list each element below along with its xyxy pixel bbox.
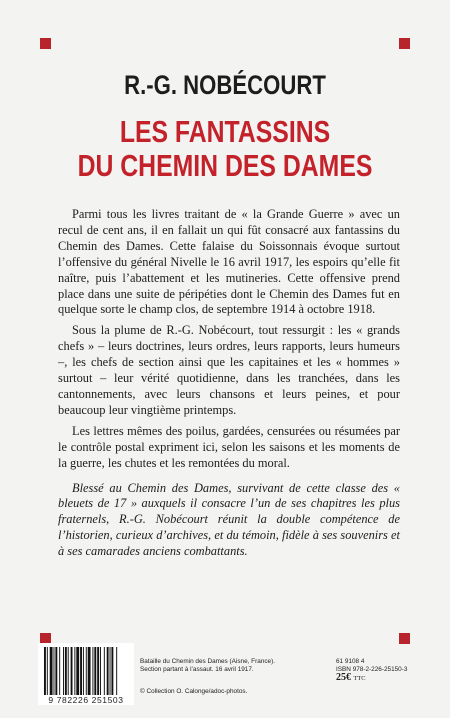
isbn: ISBN 978-2-226-25150-3: [336, 666, 408, 673]
caption-line-2: Section partant à l’assaut. 16 avril 1917.: [140, 666, 254, 673]
internal-code: 61 9108 4: [336, 658, 365, 665]
back-cover-blurb: [58, 207, 400, 565]
price-suffix: TTC: [353, 675, 366, 682]
barcode-digits: 9 782226 251503: [48, 695, 124, 705]
caption-line-1: Bataille du Chemin des Dames (Aisne, France).: [140, 658, 275, 665]
blurb-paragraph-2: Sous la plume de R.-G. Nobécourt, tout ressurgit : les « grands chefs » – leurs doctrines, leurs ordres, leurs rapports, leurs humeurs –, les chefs de section ainsi que les capitaines et les « hommes » surtout – leur vérité quotidienne, dans les tranchées, dans les cantonnements, avec leurs chansons et leurs peines, et pour beaucoup leur vingtième printemps.: [58, 323, 400, 417]
barcode-bar: [50, 647, 53, 695]
barcode-bar: [100, 647, 101, 695]
price-value: 25€: [336, 672, 351, 683]
title-line-2: DU CHEMIN DES DAMES: [77, 148, 373, 183]
barcode-bar: [116, 647, 117, 695]
barcode-bar: [83, 647, 84, 695]
barcode-bar: [47, 647, 48, 695]
book-codes: [336, 658, 416, 683]
barcode-bar: [65, 647, 67, 695]
author-note: Blessé au Chemin des Dames, survivant de cette classe des « bleuets de 17 » auxquels il consacre l’un de ses chapitres les plus fraternels, R.-G. Nobécourt réunit la double compétence de l’historien, curieux d’archives, et du témoin, fidèle à ses souvenirs et à ses camarades anciens combattants.: [58, 480, 400, 559]
price: [336, 674, 416, 683]
barcode-bar: [44, 647, 46, 695]
title-line-1: LES FANTASSINS: [119, 114, 331, 149]
barcode-bar: [68, 647, 69, 695]
photo-credit: © Collection O. Calonge/adoc-photos.: [140, 688, 248, 695]
barcode-bar: [54, 647, 55, 695]
barcode-bar: [59, 647, 60, 695]
barcode-bar: [92, 647, 93, 695]
barcode-bar: [97, 647, 99, 695]
corner-mark-bottom-right: [399, 633, 410, 644]
barcode: [38, 643, 134, 705]
book-title: [45, 115, 405, 183]
barcode-bar: [88, 647, 91, 695]
blurb-paragraph-3: Les lettres mêmes des poilus, gardées, censurées ou résumées par le contrôle postal expriment ici, selon les saisons et les moments de la guerre, les chutes et les remontées du moral.: [58, 423, 400, 470]
barcode-bar: [76, 647, 79, 695]
barcode-bar: [86, 647, 87, 695]
corner-mark-top-left: [40, 38, 51, 49]
barcode-bar: [111, 647, 113, 695]
barcode-bar: [94, 647, 96, 695]
author-name: R.-G. NOBÉCOURT: [124, 70, 326, 100]
photo-caption: [140, 658, 340, 696]
barcode-bar: [74, 647, 75, 695]
barcode-bar: [110, 647, 111, 695]
blurb-paragraph-1: Parmi tous les livres traitant de « la Grande Guerre » avec un recul de cent ans, il en fallait un qui fût consacré aux fantassins du Chemin des Dames. Cette falaise du Soissonnais évoque surtout l’offensive du général Nivelle le 16 avril 1917, les espoirs qu’elle fit naître, puis l’abattement et les mutineries. Cette offensive prend place dans une suite de péripéties dont le Chemin des Dames fut en quelque sorte le champ clos, de septembre 1914 à octobre 1918.: [58, 207, 400, 317]
barcode-bar: [80, 647, 82, 695]
barcode-bar: [71, 647, 73, 695]
barcode-bar: [63, 647, 64, 695]
barcode-bar: [107, 647, 109, 695]
barcode-bar: [55, 647, 57, 695]
barcode-bars: [44, 647, 128, 695]
barcode-bar: [104, 647, 105, 695]
corner-mark-top-right: [399, 38, 410, 49]
